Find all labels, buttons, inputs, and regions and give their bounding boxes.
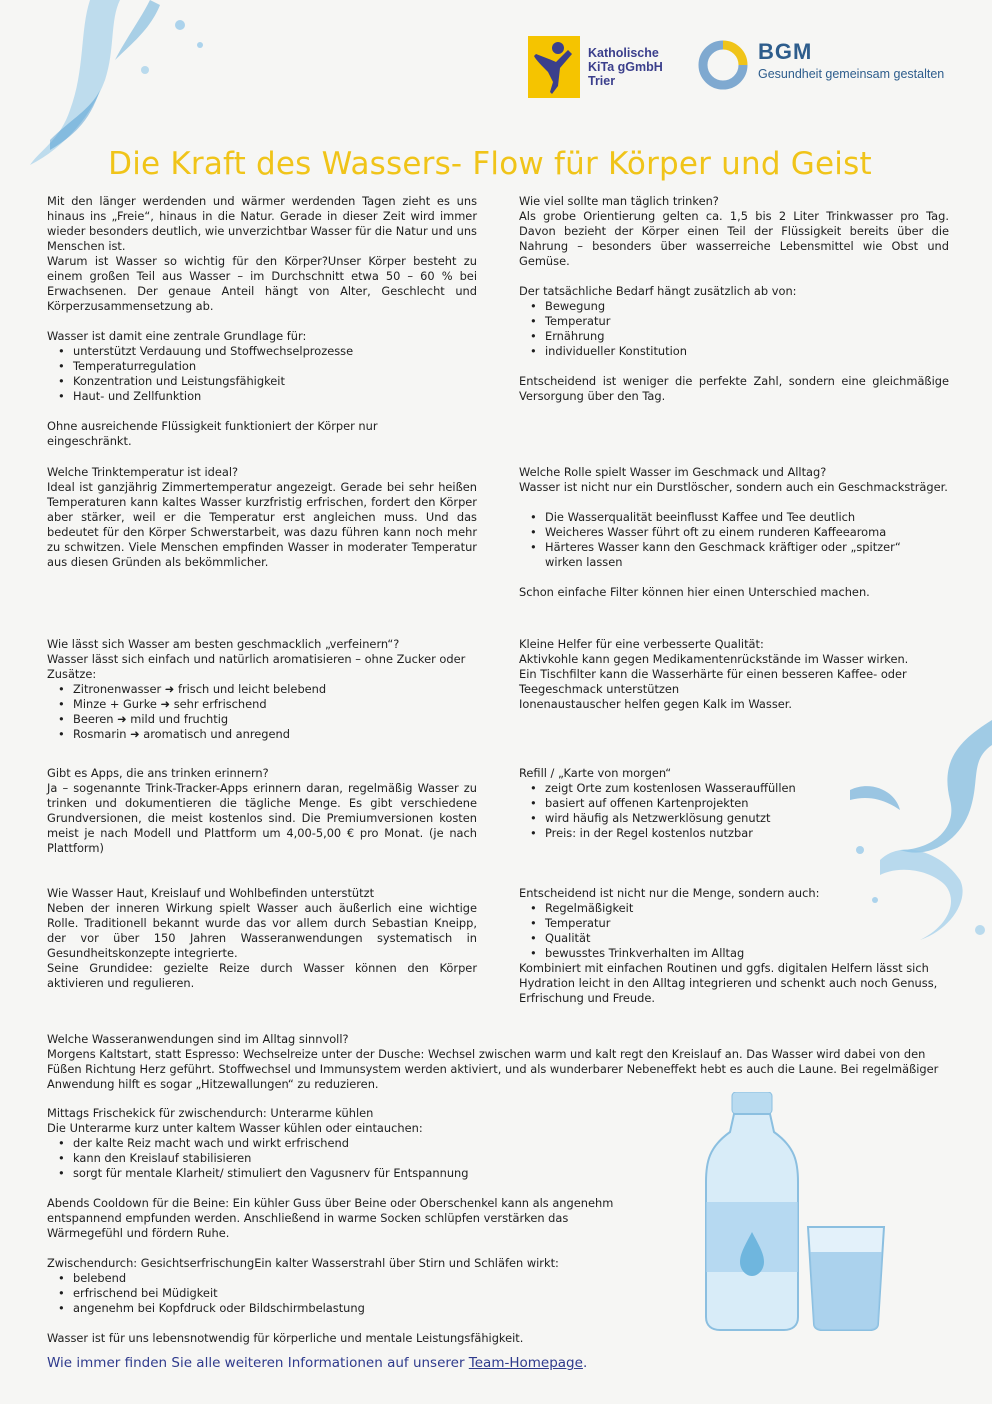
- noon-list: [47, 1136, 667, 1181]
- section-text: Seine Grundidee: gezielte Reize durch Wasser können den Körper aktivieren und regulieren.: [47, 961, 477, 990]
- bgm-logo: [698, 40, 944, 90]
- list-item: • zeigt Orte zum kostenlosen Wasserauffüllen: [519, 781, 949, 796]
- header-logos: [528, 32, 968, 102]
- list-item: • Haut- und Zellfunktion: [47, 389, 477, 404]
- list-item: • Ernährung: [519, 329, 949, 344]
- helper-section: [519, 637, 949, 712]
- section-heading: Kleine Helfer für eine verbesserte Qualität:: [519, 637, 764, 651]
- arrow-right-icon: ➜: [130, 727, 140, 741]
- water-bottle-illustration: [700, 1092, 900, 1332]
- section-text: Als grobe Orientierung gelten ca. 1,5 bis 2 Liter Trinkwasser pro Tag. Davon bezieht der Körper einen Teil der Flüssigkeit bereits über die Nahrung – besonders über wasserreiche Lebensmittel wie Obst und Gemüse.: [519, 209, 949, 268]
- section-heading: Wie viel sollte man täglich trinken?: [519, 194, 719, 208]
- list-item: • Bewegung: [519, 299, 949, 314]
- arrow-right-icon: ➜: [117, 712, 127, 726]
- section-text: Ein Tischfilter kann die Wasserhärte für einen besseren Kaffee- oder Teegeschmack unterstützen: [519, 667, 907, 696]
- taste-section: [47, 637, 477, 742]
- section-text: Neben der inneren Wirkung spielt Wasser auch äußerlich eine wichtige Rolle. Traditionell bekannt wurde das vor allem durch Sebastian Kneipp, der vor über 150 Jahren Wasseranwendungen systematisch in Gesundheitskonzepte integrierte.: [47, 901, 477, 960]
- basis-list: [47, 344, 477, 404]
- refill-list: [519, 781, 949, 841]
- section-text: Kombiniert mit einfachen Routinen und ggfs. digitalen Helfern lässt sich Hydration leicht in den Alltag integrieren und schenkt auch noch Genuss, Erfrischung und Freude.: [519, 961, 938, 1005]
- kita-name-line: KiTa gGmbH: [588, 60, 663, 74]
- menge-section: [519, 886, 949, 1006]
- section-text: Aktivkohle kann gegen Medikamentenrückstände im Wasser wirken.: [519, 652, 909, 666]
- footer-text: Wie immer finden Sie alle weiteren Informationen auf unserer: [47, 1355, 469, 1371]
- section-text: Ja – sogenannte Trink-Tracker-Apps erinnern daran, regelmäßig Wasser zu trinken und dokumentieren die tägliche Menge. Es gibt verschiedene Grundversionen, die meist kostenlos sind. Die Premiumversionen kosten meist je nach Modell und Plattform um 4,00-5,00 € pro Monat. (je nach Plattform): [47, 781, 477, 855]
- list-item: • Die Wasserqualität beeinflusst Kaffee und Tee deutlich: [519, 510, 919, 525]
- section-heading: Gibt es Apps, die ans trinken erinnern?: [47, 766, 269, 780]
- list-item: • Temperaturregulation: [47, 359, 477, 374]
- list-item: • individueller Konstitution: [519, 344, 949, 359]
- left-column: [47, 194, 477, 449]
- list-item: • kann den Kreislauf stabilisieren: [47, 1151, 667, 1166]
- kita-name-line: Trier: [588, 74, 616, 88]
- section-text: Wasser lässt sich einfach und natürlich aromatisieren – ohne Zucker oder Zusätze:: [47, 652, 466, 681]
- list-item: • Regelmäßigkeit: [519, 901, 949, 916]
- intro-paragraph: Mit den länger werdenden und wärmer werdenden Tagen zieht es uns hinaus ins „Freie“, hinaus in die Natur. Gerade in dieser Zeit wird immer wieder besonders deutlich, wie unverzichtbar Wasser für die Natur und uns Menschen ist.: [47, 194, 477, 253]
- list-item: • wird häufig als Netzwerklösung genutzt: [519, 811, 949, 826]
- section-heading: Welche Rolle spielt Wasser im Geschmack und Alltag?: [519, 465, 827, 479]
- taste-list: [47, 682, 477, 742]
- footer-end: .: [582, 1355, 588, 1371]
- role-list: [519, 510, 919, 570]
- list-item: • erfrischend bei Müdigkeit: [47, 1286, 667, 1301]
- bgm-title: BGM: [758, 39, 813, 64]
- why-paragraph: Warum ist Wasser so wichtig für den Körper?Unser Körper besteht zu einem großen Teil aus Wasser – im Durchschnitt etwa 50 – 60 % bei Erwachsenen. Der genaue Anteil hängt von Alter, Geschlecht und Körperzusammensetzung ab.: [47, 254, 477, 313]
- list-item: • Preis: in der Regel kostenlos nutzbar: [519, 826, 949, 841]
- list-item: • bewusstes Trinkverhalten im Alltag: [519, 946, 949, 961]
- team-homepage-link[interactable]: Team-Homepage: [468, 1355, 583, 1371]
- list-item: • Konzentration und Leistungsfähigkeit: [47, 374, 477, 389]
- applications-section: [47, 1032, 947, 1092]
- section-text: Wasser ist nicht nur ein Durstlöscher, sondern auch ein Geschmacksträger.: [519, 480, 948, 494]
- skin-section: [47, 886, 477, 991]
- section-text: Mittags Frischekick für zwischendurch: Unterarme kühlen: [47, 1106, 374, 1120]
- section-heading: Welche Wasseranwendungen sind im Alltag sinnvoll?: [47, 1032, 349, 1046]
- list-item: • Temperatur: [519, 916, 949, 931]
- list-item: • Temperatur: [519, 314, 949, 329]
- list-item: • Minze + Gurke ➜ sehr erfrischend: [47, 697, 477, 712]
- without-paragraph: Ohne ausreichende Flüssigkeit funktioniert der Körper nur eingeschränkt.: [47, 419, 378, 448]
- section-text: Ideal ist ganzjährig Zimmertemperatur angezeigt. Gerade bei sehr heißen Temperaturen kann kaltes Wasser kurzfristig erfrischen, fordert den Körper aber stärker, weil er die Temperatur erst angleichen muss. Und das bedeutet für den Körper Schwerstarbeit, was dazu führen kann noch mehr zu schwitzen. Viele Menschen empfinden Wasser in moderater Temperatur aus diesen Gründen als bekömmlicher.: [47, 480, 477, 569]
- list-item: • Qualität: [519, 931, 949, 946]
- section-heading: Wie lässt sich Wasser am besten geschmacklich „verfeinern“?: [47, 637, 400, 651]
- list-item: • Härteres Wasser kann den Geschmack kräftiger oder „spitzer“ wirken lassen: [519, 540, 919, 570]
- basis-heading: Wasser ist damit eine zentrale Grundlage für:: [47, 329, 307, 343]
- role-section: [519, 465, 949, 600]
- section-text: Schon einfache Filter können hier einen Unterschied machen.: [519, 585, 870, 599]
- list-item: • basiert auf offenen Kartenprojekten: [519, 796, 949, 811]
- list-item: • unterstützt Verdauung und Stoffwechselprozesse: [47, 344, 477, 359]
- closing-statement: Wasser ist für uns lebensnotwendig für körperliche und mentale Leistungsfähigkeit.: [47, 1331, 524, 1345]
- page-title: Die Kraft des Wassers- Flow für Körper und Geist: [108, 146, 872, 182]
- footer: [47, 1356, 587, 1371]
- list-item: • Rosmarin ➜ aromatisch und anregend: [47, 727, 477, 742]
- between-list: [47, 1271, 667, 1316]
- refill-section: [519, 766, 949, 841]
- section-text: Abends Cooldown für die Beine: Ein kühler Guss über Beine oder Oberschenkel kann als angenehm entspannend empfunden werden. Anschließend in warme Socken schlüpfen verstärken das Wärmegefühl und fördern Ruhe.: [47, 1196, 614, 1240]
- section-text: Zwischendurch: GesichtserfrischungEin kalter Wasserstrahl über Stirn und Schläfen wirkt:: [47, 1256, 559, 1270]
- apps-section: [47, 766, 477, 856]
- section-text: Ionenaustauscher helfen gegen Kalk im Wasser.: [519, 697, 793, 711]
- amount-section: [519, 194, 949, 404]
- section-text: Morgens Kaltstart, statt Espresso: Wechselreize unter der Dusche: Wechsel zwischen warm und kalt regt den Kreislauf an. Das Wasser wird dabei von den Füßen Richtung Herz geführt. Stoffwechsel und Immunsystem werden aktiviert, und als wunderbarer Nebeneffekt hebt es auch die Laune. Bei regelmäßiger Anwendung hilft es sogar „Hitzewallungen“ zu reduzieren.: [47, 1047, 939, 1091]
- temperature-section: [47, 465, 477, 570]
- list-item: • belebend: [47, 1271, 667, 1286]
- list-item: • Beeren ➜ mild und fruchtig: [47, 712, 477, 727]
- bgm-ring-icon: [698, 40, 748, 90]
- kita-figure-icon: [528, 36, 580, 98]
- list-item: • Weicheres Wasser führt oft zu einem runderen Kaffeearoma: [519, 525, 919, 540]
- section-text: Der tatsächliche Bedarf hängt zusätzlich ab von:: [519, 284, 797, 298]
- list-item: • sorgt für mentale Klarheit/ stimuliert den Vagusnerv für Entspannung: [47, 1166, 667, 1181]
- list-item: • der kalte Reiz macht wach und wirkt erfrischend: [47, 1136, 667, 1151]
- noon-section: [47, 1106, 667, 1346]
- section-heading: Welche Trinktemperatur ist ideal?: [47, 465, 239, 479]
- section-text: Entscheidend ist weniger die perfekte Zahl, sondern eine gleichmäßige Versorgung über den Tag.: [519, 374, 949, 403]
- list-item: • angenehm bei Kopfdruck oder Bildschirmbelastung: [47, 1301, 667, 1316]
- list-item: • Zitronenwasser ➜ frisch und leicht belebend: [47, 682, 477, 697]
- section-heading: Wie Wasser Haut, Kreislauf und Wohlbefinden unterstützt: [47, 886, 375, 900]
- arrow-right-icon: ➜: [160, 697, 171, 711]
- kita-logo: [528, 36, 663, 98]
- arrow-right-icon: ➜: [164, 682, 175, 696]
- menge-list: [519, 901, 949, 961]
- section-heading: Refill / „Karte von morgen“: [519, 766, 672, 780]
- section-heading: Entscheidend ist nicht nur die Menge, sondern auch:: [519, 886, 820, 900]
- section-text: Die Unterarme kurz unter kaltem Wasser kühlen oder eintauchen:: [47, 1121, 423, 1135]
- bgm-subtitle: Gesundheit gemeinsam gestalten: [758, 67, 945, 81]
- kita-name-line: Katholische: [588, 46, 659, 60]
- need-list: [519, 299, 949, 359]
